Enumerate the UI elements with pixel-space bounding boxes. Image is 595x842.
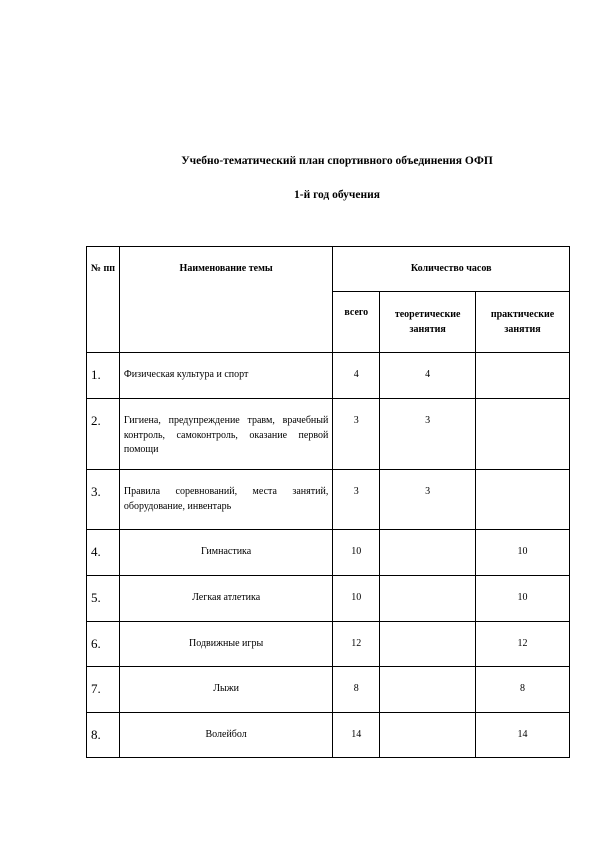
row-total: 10: [333, 576, 380, 622]
row-total: 12: [333, 622, 380, 667]
row-topic: Легкая атлетика: [119, 576, 332, 622]
table-row: [87, 470, 570, 530]
table-row: [87, 576, 570, 622]
row-num: 5.: [87, 576, 120, 622]
row-topic: Лыжи: [119, 667, 332, 713]
row-total: 8: [333, 667, 380, 713]
row-topic: Гигиена, предупреждение травм, врачебный контроль, самоконтроль, оказание первой помощи: [119, 399, 332, 470]
row-theory: 3: [380, 399, 476, 470]
table-row: [87, 353, 570, 399]
row-topic: Правила соревнований, места занятий, оборудование, инвентарь: [119, 470, 332, 530]
row-practice: [476, 353, 570, 399]
table-row: [87, 622, 570, 667]
header-practice: практические занятия: [476, 292, 570, 353]
row-num: 3.: [87, 470, 120, 530]
row-practice: 10: [476, 576, 570, 622]
row-theory: 3: [380, 470, 476, 530]
row-num: 8.: [87, 713, 120, 758]
row-total: 3: [333, 399, 380, 470]
row-theory: [380, 530, 476, 576]
row-theory: [380, 713, 476, 758]
row-theory: [380, 667, 476, 713]
row-num: 4.: [87, 530, 120, 576]
header-total: всего: [333, 292, 380, 353]
row-practice: 10: [476, 530, 570, 576]
row-practice: [476, 470, 570, 530]
row-total: 3: [333, 470, 380, 530]
table-header-row: [87, 247, 570, 292]
row-topic: Физическая культура и спорт: [119, 353, 332, 399]
document-title: Учебно-тематический план спортивного объединения ОФП: [181, 155, 493, 167]
header-hours: Количество часов: [333, 247, 570, 292]
table-row: [87, 713, 570, 758]
table-row: [87, 530, 570, 576]
row-topic: Волейбол: [119, 713, 332, 758]
row-topic: Подвижные игры: [119, 622, 332, 667]
row-theory: [380, 622, 476, 667]
row-num: 6.: [87, 622, 120, 667]
row-theory: [380, 576, 476, 622]
document-subtitle: 1-й год обучения: [293, 189, 380, 201]
header-theory: теоретические занятия: [380, 292, 476, 353]
row-topic: Гимнастика: [119, 530, 332, 576]
row-total: 4: [333, 353, 380, 399]
row-total: 14: [333, 713, 380, 758]
row-practice: 14: [476, 713, 570, 758]
row-num: 1.: [87, 353, 120, 399]
row-practice: [476, 399, 570, 470]
table-row: [87, 667, 570, 713]
row-total: 10: [333, 530, 380, 576]
row-practice: 8: [476, 667, 570, 713]
row-theory: 4: [380, 353, 476, 399]
row-num: 2.: [87, 399, 120, 470]
row-num: 7.: [87, 667, 120, 713]
row-practice: 12: [476, 622, 570, 667]
table-row: [87, 399, 570, 470]
header-name: Наименование темы: [119, 247, 332, 353]
header-num: № пп: [87, 247, 120, 353]
plan-table: [86, 246, 570, 758]
